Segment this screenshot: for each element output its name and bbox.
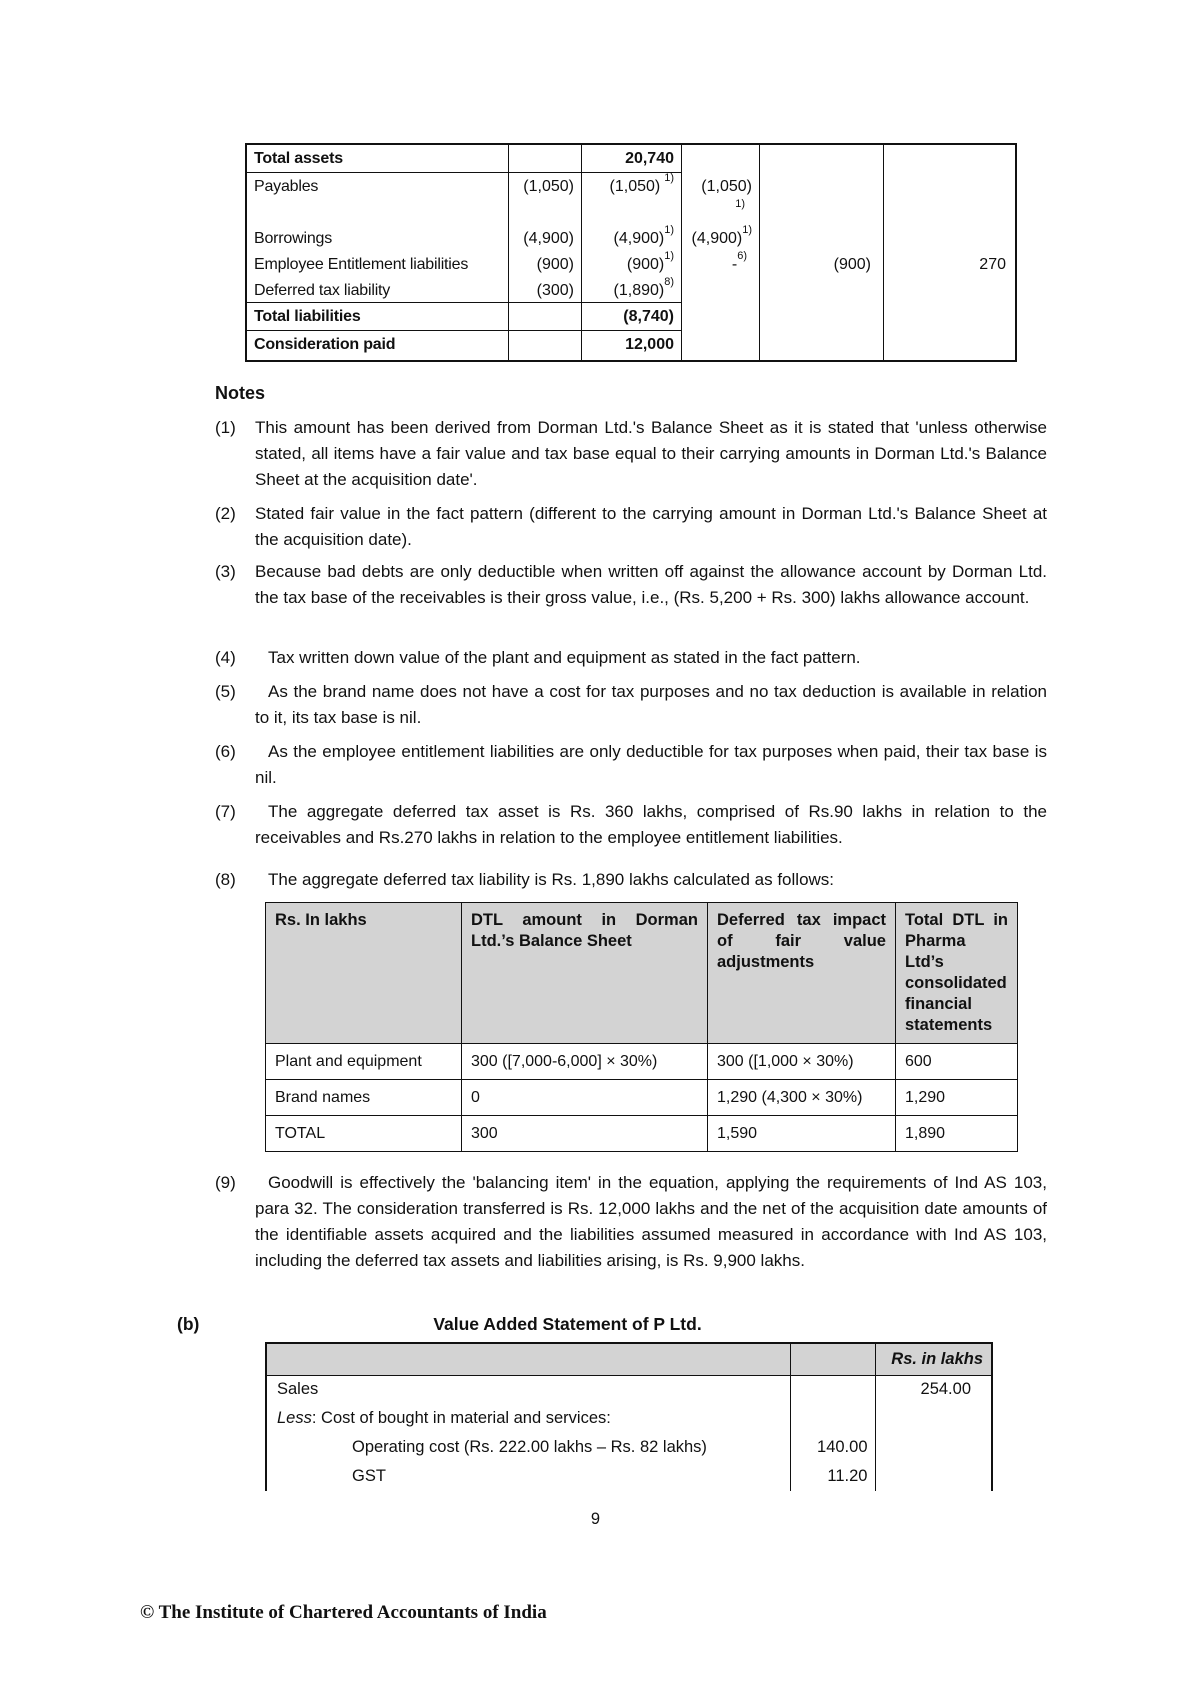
empty-cell <box>884 145 1015 173</box>
empty-cell <box>760 225 884 251</box>
total-assets-amount: 20,740 <box>582 145 682 173</box>
empty-cell <box>875 1404 991 1433</box>
empty-cell <box>884 303 1015 331</box>
dtl-row-label: Plant and equipment <box>266 1044 462 1080</box>
empty-cell <box>509 303 582 331</box>
note-text: As the employee entitlement liabilities are only deductible for tax purposes when paid, their tax base is nil. <box>255 742 1047 787</box>
vat-row-operating-cost <box>267 1433 991 1462</box>
dtl-total-amount: 1,290 <box>896 1080 1018 1116</box>
employee-deferred-tax: 270 <box>979 256 1006 273</box>
vat-row-sales <box>267 1375 991 1404</box>
dtl-header-fair-value-impact: Deferred tax impact of fair value adjustments <box>708 903 896 1044</box>
empty-cell <box>790 1404 875 1433</box>
dtl-calculation-table <box>265 902 1018 1152</box>
note-number: (4) <box>215 648 236 667</box>
deferred-carrying-amount: (300) <box>509 277 582 303</box>
note-2 <box>215 501 1047 553</box>
dtl-row-plant <box>266 1044 1018 1080</box>
note-number: (7) <box>215 802 236 821</box>
dtl-fair-value-amount: 300 ([1,000 × 30%) <box>708 1044 896 1080</box>
empty-cell <box>682 303 760 331</box>
row-label-total-liabilities: Total liabilities <box>247 303 509 331</box>
vat-row-label: Sales <box>277 1380 319 1399</box>
borrowings-tax-base: (4,900)$^{1)}$ <box>682 225 760 251</box>
note-number: (5) <box>215 682 236 701</box>
empty-cell <box>884 199 1015 225</box>
borrowings-fair-value: (4,900)$^{1)}$ <box>582 225 682 251</box>
dtl-header-dorman: DTL amount in Dorman Ltd.’s Balance Sheet <box>462 903 708 1044</box>
row-label-consideration-paid: Consideration paid <box>247 331 509 360</box>
empty-cell <box>509 199 582 225</box>
note-number: (9) <box>215 1173 236 1192</box>
note-text: This amount has been derived from Dorman Ltd.'s Balance Sheet as it is stated that 'unless otherwise stated, all items have a fair value and tax base equal to their carrying amounts in Dorman Ltd.'s Balance Sheet at the acquisition date'. <box>255 418 1047 489</box>
dtl-total-amount: 1,890 <box>896 1116 1018 1152</box>
vat-sales-amount: 254.00 <box>875 1375 991 1404</box>
dtl-dorman-amount: 300 ([7,000-6,000] × 30%) <box>462 1044 708 1080</box>
deferred-fair-value: (1,890)$^{8)}$ <box>582 277 682 303</box>
dtl-header-row <box>266 903 1018 1044</box>
section-b-label: (b) <box>177 1314 200 1334</box>
empty-cell <box>884 173 1015 199</box>
dtl-total-amount: 600 <box>896 1044 1018 1080</box>
dtl-header-units: Rs. In lakhs <box>266 903 462 1044</box>
payables-carrying-amount: (1,050) <box>509 173 582 199</box>
empty-cell <box>760 199 884 225</box>
dtl-fair-value-amount: 1,290 (4,300 × 30%) <box>708 1080 896 1116</box>
vat-units-header: Rs. in lakhs <box>875 1344 991 1375</box>
note-ref: 8) <box>664 275 674 288</box>
section-b-title: Value Added Statement of P Ltd. <box>433 1314 702 1334</box>
notes-heading: Notes <box>215 383 266 403</box>
employee-carrying-amount: (900) <box>509 251 582 277</box>
row-label-total-assets: Total assets <box>247 145 509 173</box>
empty-cell <box>267 1344 790 1375</box>
payables-tax-base: (1,050) <box>682 173 760 199</box>
note-ref: 1) <box>664 249 674 262</box>
empty-cell <box>884 331 1015 360</box>
empty-cell <box>682 331 760 360</box>
note-text: Goodwill is effectively the 'balancing item' in the equation, applying the requirements of Ind AS 103, para 32. The consideration transferred is Rs. 12,000 lakhs and the net of the acquisition date amounts of the identifiable assets acquired and the liabilities assumed measured in accordance with Ind AS 103, including the deferred tax assets and liabilities arising, is Rs. 9,900 lakhs. <box>255 1173 1047 1270</box>
note-number: (6) <box>215 742 236 761</box>
dtl-row-label: TOTAL <box>266 1116 462 1152</box>
note-ref: 1) <box>664 171 674 184</box>
note-3 <box>215 559 1047 611</box>
note-text: The aggregate deferred tax liability is Rs. 1,890 lakhs calculated as follows: <box>268 870 835 889</box>
empty-cell <box>884 277 1015 303</box>
empty-cell <box>790 1344 875 1375</box>
note-6 <box>215 739 1047 791</box>
note-text: Because bad debts are only deductible when written off against the allowance account by Dorman Ltd. the tax base of the receivables is their gross value, i.e., (Rs. 5,200 + Rs. 300) lakhs allowance account. <box>255 562 1047 607</box>
copyright-footer: © The Institute of Chartered Accountants of India <box>140 1602 547 1623</box>
vat-gst-amount: 11.20 <box>790 1462 875 1491</box>
payables-tax-base-note-ref: 1) <box>682 199 760 225</box>
employee-temporary-difference: (900) <box>760 251 884 277</box>
empty-cell <box>760 145 884 173</box>
total-liabilities-amount: (8,740) <box>582 303 682 331</box>
value-added-statement-table <box>265 1342 993 1491</box>
employee-tax-base: -$^{6)}$ <box>682 251 760 277</box>
empty-cell <box>884 225 1015 251</box>
note-9 <box>215 1170 1047 1274</box>
dtl-row-label: Brand names <box>266 1080 462 1116</box>
employee-fair-value: (900)$^{1)}$ <box>582 251 682 277</box>
note-7 <box>215 799 1047 851</box>
dtl-dorman-amount: 0 <box>462 1080 708 1116</box>
empty-cell <box>509 145 582 173</box>
note-number: (2) <box>215 504 236 523</box>
empty-cell <box>682 145 760 173</box>
note-8 <box>215 867 1047 893</box>
acquisition-balance-table <box>245 143 1017 362</box>
note-5 <box>215 679 1047 731</box>
vat-row-label: Less: Cost of bought in material and services: <box>277 1409 611 1427</box>
borrowings-carrying-amount: (4,900) <box>509 225 582 251</box>
note-number: (1) <box>215 418 236 437</box>
empty-cell <box>760 331 884 360</box>
dtl-header-total: Total DTL in Pharma Ltd’s consolidated financial statements <box>896 903 1018 1044</box>
dtl-row-total <box>266 1116 1018 1152</box>
empty-cell <box>760 303 884 331</box>
page-number: 9 <box>590 1510 601 1528</box>
vat-header-row <box>267 1344 991 1375</box>
empty-cell <box>509 331 582 360</box>
dtl-dorman-amount: 300 <box>462 1116 708 1152</box>
vat-operating-cost-amount: 140.00 <box>790 1433 875 1462</box>
empty-cell <box>760 173 884 199</box>
empty-cell <box>247 199 509 225</box>
empty-cell <box>682 277 760 303</box>
row-label-employee-entitlement: Employee Entitlement liabilities <box>247 251 509 277</box>
note-text: Stated fair value in the fact pattern (different to the carrying amount in Dorman Ltd.'s Balance Sheet at the acquisition date). <box>255 504 1047 549</box>
note-text: The aggregate deferred tax asset is Rs. 360 lakhs, comprised of Rs.90 lakhs in relation to the receivables and Rs.270 lakhs in relation to the employee entitlement liabilities. <box>255 802 1047 847</box>
note-ref: 6) <box>737 249 747 262</box>
empty-cell <box>790 1375 875 1404</box>
note-number: (3) <box>215 562 236 581</box>
row-label-deferred-tax-liability: Deferred tax liability <box>247 277 509 303</box>
vat-row-less <box>267 1404 991 1433</box>
row-label-borrowings: Borrowings <box>247 225 509 251</box>
empty-cell <box>875 1433 991 1462</box>
note-ref: 1) <box>664 223 674 236</box>
row-label-payables: Payables <box>247 173 509 199</box>
dtl-fair-value-amount: 1,590 <box>708 1116 896 1152</box>
note-number: (8) <box>215 870 236 889</box>
empty-cell <box>875 1462 991 1491</box>
note-1 <box>215 415 1047 493</box>
payables-fair-value: (1,050)$^{1)}$ <box>582 173 682 199</box>
consideration-paid-amount: 12,000 <box>582 331 682 360</box>
vat-row-label: GST <box>352 1467 386 1485</box>
vat-row-gst <box>267 1462 991 1491</box>
note-text: Tax written down value of the plant and equipment as stated in the fact pattern. <box>268 648 861 667</box>
vat-row-label: Operating cost (Rs. 222.00 lakhs – Rs. 82 lakhs) <box>352 1438 707 1456</box>
note-text: As the brand name does not have a cost for tax purposes and no tax deduction is available in relation to it, its tax base is nil. <box>255 682 1047 727</box>
empty-cell <box>582 199 682 225</box>
note-4 <box>215 645 1047 671</box>
dtl-row-brand-names <box>266 1080 1018 1116</box>
note-ref: 1) <box>742 223 752 236</box>
less-italic: Less <box>277 1409 312 1427</box>
empty-cell <box>760 277 884 303</box>
